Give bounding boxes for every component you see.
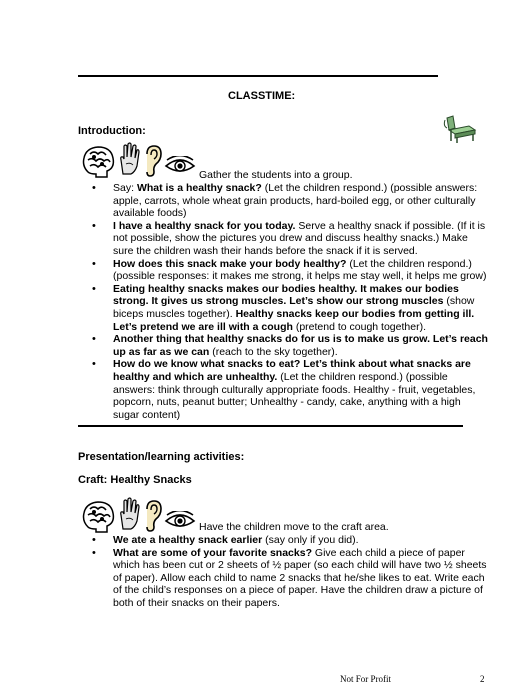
ear-icon <box>143 499 163 533</box>
introduction-heading: Introduction: <box>78 125 146 137</box>
list-item: • I have a healthy snack for you today. Serve a healthy snack if possible. (If it is not possible, show the pictures you drew and discuss healthy snacks.) Make sure the children wash their hands before the snack if it is served. <box>92 220 488 258</box>
introduction-bullet-list <box>92 182 488 421</box>
eye-icon <box>164 511 196 529</box>
brain-icon <box>80 499 116 535</box>
footer-note: Not For Profit <box>340 674 392 684</box>
senses-icon-strip <box>80 144 200 178</box>
section-title: CLASSTIME: <box>228 90 296 102</box>
middle-rule <box>78 425 463 427</box>
hand-icon <box>117 497 141 531</box>
presentation-heading: Presentation/learning activities: <box>78 451 245 463</box>
top-rule <box>78 75 438 77</box>
list-item: • Another thing that healthy snacks do for us is to make us grow. Let’s reach up as far as we can (reach to the sky together). <box>92 333 488 358</box>
list-item: • How does this snack make your body healthy? (Let the children respond.) (possible responses: it makes me strong, it helps me stay well, it helps me grow) <box>92 258 488 283</box>
list-item: • We ate a healthy snack earlier (say only if you did). <box>92 534 488 547</box>
presentation-lead: Have the children move to the craft area. <box>199 521 389 533</box>
hand-icon <box>117 142 141 176</box>
page-number: 2 <box>480 674 485 684</box>
brain-icon <box>80 144 116 180</box>
craft-subheading: Craft: Healthy Snacks <box>78 474 192 486</box>
presentation-bullet-list <box>92 534 488 610</box>
list-item: • How do we know what snacks to eat? Let’s think about what snacks are healthy and which are unhealthy. (Let the children respond.) (possible answers: think through culturally appropriate foods. Healthy - fruit, vegetables, popcorn, nuts, peanut butter; Unhealthy - candy, cake, anything with a high sugar content) <box>92 358 488 421</box>
list-item: • What are some of your favorite snacks? Give each child a piece of paper which has been cut or 2 sheets of ½ paper (so each child will have two ½ sheets of paper). Allow each child to name 2 snacks that he/she likes to eat. Write each of the child’s responses on a piece of paper. Have the children draw a picture of both of their snacks on their papers. <box>92 547 488 610</box>
list-item: • Eating healthy snacks makes our bodies healthy. It makes our bodies strong. It gives us strong muscles. Let’s show our strong muscles (show biceps muscles together). Healthy snacks keep our bodies from getting ill. Let’s pretend we are ill with a cough (pretend to cough together). <box>92 283 488 333</box>
introduction-lead: Gather the students into a group. <box>199 169 353 181</box>
senses-icon-strip-2 <box>80 499 200 533</box>
eye-icon <box>164 156 196 174</box>
ear-icon <box>143 144 163 178</box>
list-item: • Say: What is a healthy snack? (Let the children respond.) (possible answers: apple, carrots, whole wheat grain products, hard-boiled egg, or other culturally available foods) <box>92 182 488 220</box>
chair-icon <box>443 114 477 144</box>
